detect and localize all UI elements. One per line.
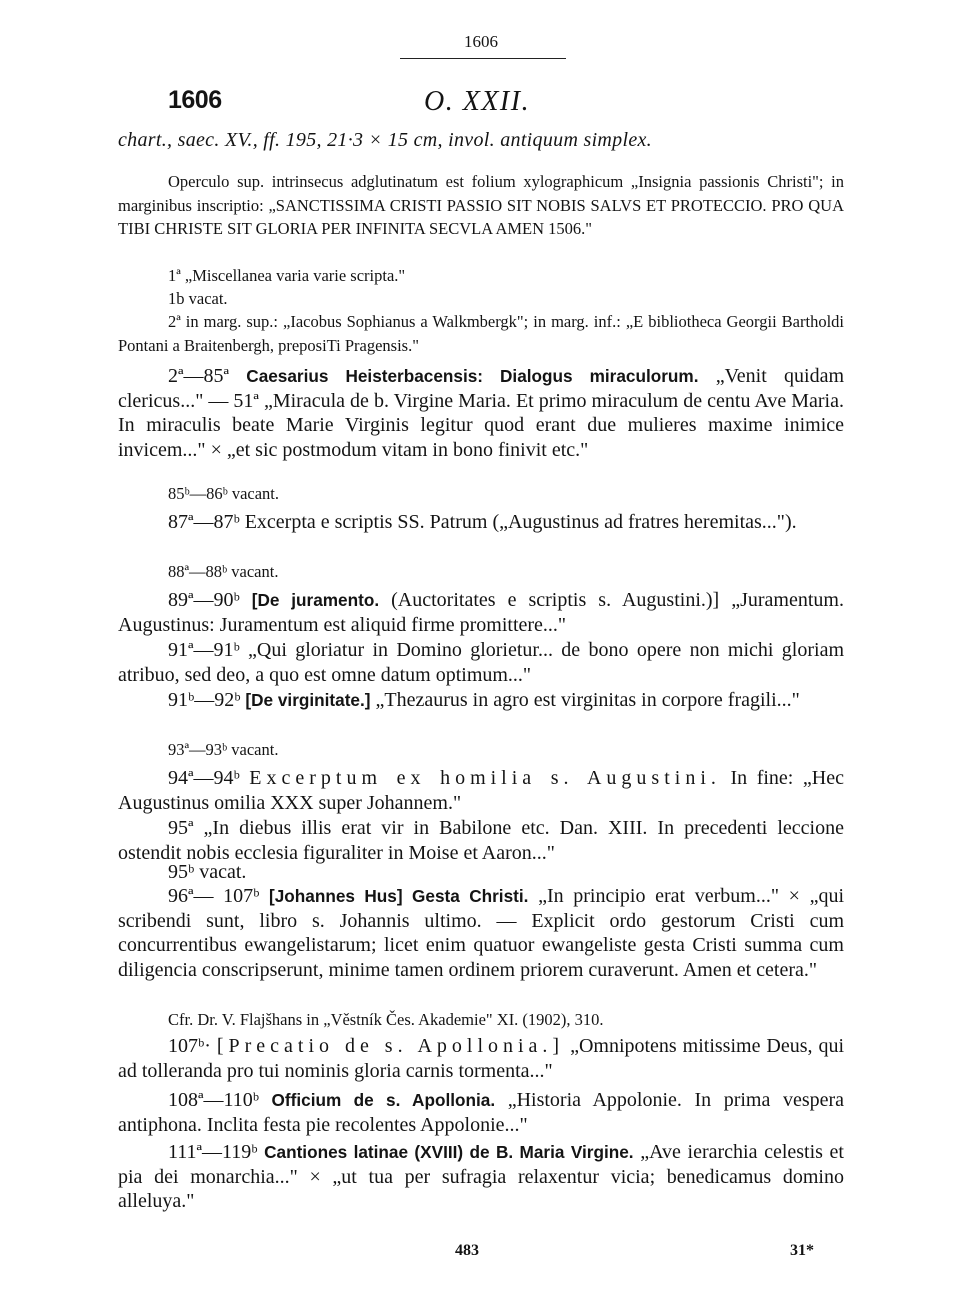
- running-head-rule: [400, 58, 566, 59]
- work-title: [Precatio de s. Apollonia.]: [216, 1035, 565, 1057]
- entry-operculum: Operculo sup. intrinsecus adglutinatum est folium xylographicum „Insignia passionis Christi"; in marginibus inscriptio: „SANCTISSIMA CRISTI PASSIO SIT NOBIS SALVS ET PROTECCIO. PRO QUA TIBI CHRISTE SIT GLORIA PER INFINITA SECVLA AMEN 1506.": [118, 172, 844, 238]
- folio-range: 91ᵇ—92ᵇ: [168, 689, 241, 711]
- entry-reference-flajshans: Cfr. Dr. V. Flajšhans in „Věstník Čes. Akademie" XI. (1902), 310.: [168, 1010, 604, 1029]
- entry-text: „Omnipotens mitissime Deus, qui ad tolleranda pro tui nominis gloria carnis tormenta...": [118, 1035, 845, 1082]
- entry-text: „Ave ierarchia celestis et pia dei monarchia..." × „ut tua per sufragia relaxentur vicia; benedicamus domino alleluya.": [118, 1141, 844, 1212]
- entry-text: (Auctoritates e scriptis s. Augustini.)] „Juramentum. Augustinus: Juramentum est aliquid firme promittere...": [118, 589, 844, 636]
- entry-text: In fine: „Hec Augustinus omilia XXX super Johannem.": [118, 767, 844, 814]
- entry-de-juramento: [118, 588, 844, 637]
- entry-85b-86b: 85ᵇ—86ᵇ vacant.: [168, 484, 280, 503]
- entry-95a: 95ª „In diebus illis erat vir in Babilone etc. Dan. XIII. In precedenti leccione ostendit nobis ecclesia figuraliter in Moise et Aaron...": [118, 817, 844, 864]
- entry-95b: 95ᵇ vacat.: [168, 861, 247, 883]
- work-title: Cantiones latinae (XVIII) de B. Maria Virgine.: [264, 1142, 634, 1162]
- entry-87a-87b: 87ª—87ᵇ Excerpta e scriptis SS. Patrum („Augustinus ad fratres heremitas...").: [168, 511, 797, 533]
- signature-mark: 31*: [790, 1242, 814, 1259]
- folio-range: 89ª—90ᵇ: [168, 589, 240, 611]
- entry-2a-ownership: 2ª in marg. sup.: „Iacobus Sophianus a Walkmbergk"; in marg. inf.: „E bibliotheca Georgii Bartholdi Pontani a Braitenbergh, preposiTi Pragensis.": [118, 312, 844, 355]
- folio-range: 94ª—94ᵇ: [168, 767, 240, 789]
- entry-gesta-christi: [118, 884, 844, 982]
- folio-range: 108ª—110ᵇ: [168, 1089, 259, 1111]
- entry-heading: [168, 86, 844, 120]
- entry-homilia-augustini: [118, 766, 844, 815]
- entry-93a-93b: 93ª—93ᵇ vacant.: [168, 740, 279, 759]
- folio-range: 111ª—119ᵇ: [168, 1141, 258, 1163]
- work-title: Officium de s. Apollonia.: [271, 1090, 496, 1110]
- work-title: [De juramento.: [251, 590, 380, 610]
- entry-officium-apollonia: [118, 1088, 844, 1137]
- work-title: [Johannes Hus] Gesta Christi.: [269, 886, 529, 906]
- entry-de-virginitate: [118, 688, 844, 713]
- work-title: [De virginitate.]: [245, 690, 371, 710]
- physical-description: chart., saec. XV., ff. 195, 21·3 × 15 cm, invol. antiquum simplex.: [118, 129, 652, 151]
- folio-range: 96ª— 107ᵇ: [168, 885, 260, 907]
- shelfmark: O. XXII.: [424, 86, 531, 117]
- entry-88a-88b: 88ª—88ᵇ vacant.: [168, 562, 279, 581]
- work-title: Caesarius Heisterbacensis: Dialogus miraculorum.: [246, 366, 699, 386]
- entry-1b: 1b vacat.: [168, 289, 228, 308]
- entry-text: „Venit quidam clericus..." — 51ª „Miracula de b. Virgine Maria. Et primo miraculum de centu Ave Maria. In miraculis beate Marie Virginis legitur quod erant due mulieres maxime inimice invicem..." × „et sic postmodum vitam in bono finivit etc.": [118, 365, 845, 461]
- entry-text: „In principio erat verbum..." × „qui scribendi sunt, libro s. Johannis ultimo. — Explicit ordo gestorum Cristi cum concurrentibus ewangelistarum; licet enim quatuor ewangeliste gesta Cristi summa cum diligencia conscripserunt, minime tamen ordinem priorem curaverunt. Amen et cetera.": [118, 885, 845, 981]
- entry-91a-91b: 91ª—91ᵇ „Qui gloriatur in Domino glorietur... de bono opere non michi gloriam atribuo, sed deo, a quo est omne datum optimum...": [118, 639, 844, 686]
- entry-cantiones-latinae: [118, 1140, 844, 1214]
- entry-precatio-apollonia: [118, 1034, 844, 1083]
- running-head: 1606: [464, 32, 498, 51]
- folio-range: 2ª—85ª: [168, 365, 230, 387]
- entry-text: „Historia Appolonie. In prima vespera antiphona. Inclita festa pie recolentes Appolonie...": [118, 1089, 845, 1136]
- folio-range: 107ᵇ·: [168, 1035, 211, 1057]
- work-title: Excerptum ex homilia s. Augustini.: [249, 767, 721, 789]
- page-number: 483: [455, 1242, 479, 1259]
- manuscript-number: 1606: [168, 86, 222, 114]
- entry-text: „Thezaurus in agro est virginitas in corpore fragili...": [375, 689, 800, 711]
- entry-caesarius: [118, 364, 844, 462]
- entry-1a: 1ª „Miscellanea varia varie scripta.": [168, 266, 406, 285]
